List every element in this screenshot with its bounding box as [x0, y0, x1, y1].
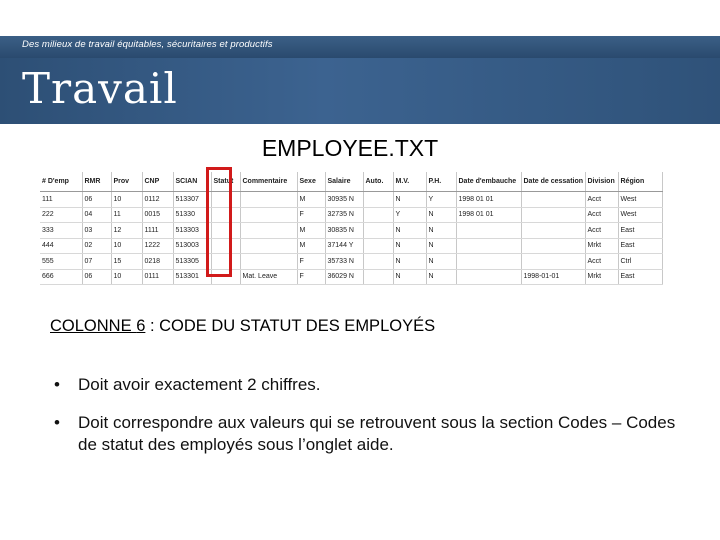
bullet-symbol: •: [54, 375, 60, 394]
column-header: Prov: [111, 172, 142, 192]
table-cell: [456, 223, 521, 239]
bullet-list: [50, 374, 690, 472]
table-cell: F: [297, 207, 325, 223]
table-cell: [363, 207, 393, 223]
tagline: Des milieux de travail équitables, sécuritaires et productifs: [22, 39, 273, 50]
slide-title: [0, 135, 720, 162]
table-cell: [363, 269, 393, 285]
slide-title-text: EMPLOYEE.TXT: [261, 135, 439, 161]
table-cell: [521, 207, 585, 223]
table-cell: 1998 01 01: [456, 207, 521, 223]
table-cell: 10: [111, 238, 142, 254]
table-cell: [363, 254, 393, 270]
table-cell: 513307: [173, 192, 211, 208]
table-cell: 12: [111, 223, 142, 239]
table-cell: [240, 223, 297, 239]
table-cell: 513003: [173, 238, 211, 254]
table-cell: Acct: [585, 192, 618, 208]
table-cell: F: [297, 254, 325, 270]
table-cell: Acct: [585, 207, 618, 223]
table-cell: F: [297, 269, 325, 285]
table-cell: Acct: [585, 223, 618, 239]
table-cell: 15: [111, 254, 142, 270]
table-cell: 1222: [142, 238, 173, 254]
column-header: Auto.: [363, 172, 393, 192]
table-cell: [363, 238, 393, 254]
table-header-row: [40, 172, 662, 192]
table-cell: West: [618, 192, 662, 208]
table-cell: 10: [111, 269, 142, 285]
bullet-text: Doit avoir exactement 2 chiffres.: [78, 375, 321, 394]
column-header: M.V.: [393, 172, 426, 192]
table-row: [40, 269, 662, 285]
section-heading: [50, 317, 435, 336]
table-body: [40, 192, 662, 285]
table-cell: N: [426, 238, 456, 254]
table-cell: 444: [40, 238, 82, 254]
table-cell: East: [618, 238, 662, 254]
top-strip: [0, 36, 720, 58]
table-cell: Acct: [585, 254, 618, 270]
brand-wordmark: Travail: [22, 64, 178, 113]
table-cell: 02: [82, 238, 111, 254]
table-cell: 06: [82, 269, 111, 285]
statut-column-highlight: [206, 167, 232, 277]
table-cell: N: [426, 254, 456, 270]
table-cell: N: [393, 269, 426, 285]
table-row: [40, 223, 662, 239]
table-cell: [240, 238, 297, 254]
table-cell: [363, 192, 393, 208]
table-cell: 03: [82, 223, 111, 239]
column-header: Salaire: [325, 172, 363, 192]
table-cell: Mrkt: [585, 269, 618, 285]
table-cell: 0015: [142, 207, 173, 223]
table-cell: 32735 N: [325, 207, 363, 223]
table-cell: M: [297, 238, 325, 254]
column-header: Date d'embauche: [456, 172, 521, 192]
table-cell: 1111: [142, 223, 173, 239]
table-cell: 0112: [142, 192, 173, 208]
table-cell: Y: [393, 207, 426, 223]
table-cell: [240, 254, 297, 270]
bullet-text: Doit correspondre aux valeurs qui se retrouvent sous la section Codes – Codes de statut des employés sous l’onglet aide.: [78, 413, 676, 454]
table-cell: Mat. Leave: [240, 269, 297, 285]
column-header: SCIAN: [173, 172, 211, 192]
table-cell: 11: [111, 207, 142, 223]
table-cell: N: [426, 223, 456, 239]
column-header: Commentaire: [240, 172, 297, 192]
column-header: CNP: [142, 172, 173, 192]
table-cell: [456, 254, 521, 270]
table-cell: 30835 N: [325, 223, 363, 239]
table-row: [40, 207, 662, 223]
table-cell: [521, 223, 585, 239]
table-cell: 37144 Y: [325, 238, 363, 254]
section-heading-rest: : CODE DU STATUT DES EMPLOYÉS: [145, 317, 436, 335]
employee-table: [40, 172, 663, 285]
table-cell: [240, 192, 297, 208]
table-cell: East: [618, 223, 662, 239]
table-cell: 36029 N: [325, 269, 363, 285]
table-cell: [521, 254, 585, 270]
column-header: Statut: [211, 172, 240, 192]
section-heading-prefix: COLONNE: [50, 317, 137, 335]
table-cell: 333: [40, 223, 82, 239]
column-header: Date de cessation: [521, 172, 585, 192]
table-cell: [456, 269, 521, 285]
table-cell: Y: [426, 192, 456, 208]
table-cell: [521, 192, 585, 208]
column-header: Division: [585, 172, 618, 192]
table-cell: 1998 01 01: [456, 192, 521, 208]
table-cell: 111: [40, 192, 82, 208]
table-cell: [240, 207, 297, 223]
table-cell: N: [393, 254, 426, 270]
table-cell: West: [618, 207, 662, 223]
column-header: RMR: [82, 172, 111, 192]
table-cell: 222: [40, 207, 82, 223]
table-cell: 51330: [173, 207, 211, 223]
table-cell: 513305: [173, 254, 211, 270]
table-cell: 513301: [173, 269, 211, 285]
table-cell: M: [297, 192, 325, 208]
column-header: # D'emp: [40, 172, 82, 192]
table-cell: 04: [82, 207, 111, 223]
table-cell: Ctrl: [618, 254, 662, 270]
table-cell: N: [393, 238, 426, 254]
table-cell: 555: [40, 254, 82, 270]
column-header: Sexe: [297, 172, 325, 192]
table-cell: N: [426, 207, 456, 223]
table-cell: 07: [82, 254, 111, 270]
table-cell: N: [393, 192, 426, 208]
table-cell: 0111: [142, 269, 173, 285]
employee-table-image: [40, 172, 662, 281]
header-banner: [0, 58, 720, 124]
table-cell: N: [426, 269, 456, 285]
table-cell: Mrkt: [585, 238, 618, 254]
table-cell: 666: [40, 269, 82, 285]
table-cell: 513303: [173, 223, 211, 239]
table-cell: [521, 238, 585, 254]
table-cell: N: [393, 223, 426, 239]
bullet-item: [50, 374, 690, 396]
table-cell: [456, 238, 521, 254]
table-cell: 35733 N: [325, 254, 363, 270]
column-header: Région: [618, 172, 662, 192]
column-header: P.H.: [426, 172, 456, 192]
table-cell: 1998-01-01: [521, 269, 585, 285]
table-cell: 10: [111, 192, 142, 208]
bullet-symbol: •: [54, 413, 60, 432]
table-cell: M: [297, 223, 325, 239]
table-cell: 0218: [142, 254, 173, 270]
section-heading-number: 6: [136, 317, 146, 335]
bullet-item: [50, 412, 690, 456]
table-row: [40, 238, 662, 254]
table-row: [40, 254, 662, 270]
table-cell: East: [618, 269, 662, 285]
table-row: [40, 192, 662, 208]
table-cell: 06: [82, 192, 111, 208]
table-cell: 30935 N: [325, 192, 363, 208]
table-cell: [363, 223, 393, 239]
